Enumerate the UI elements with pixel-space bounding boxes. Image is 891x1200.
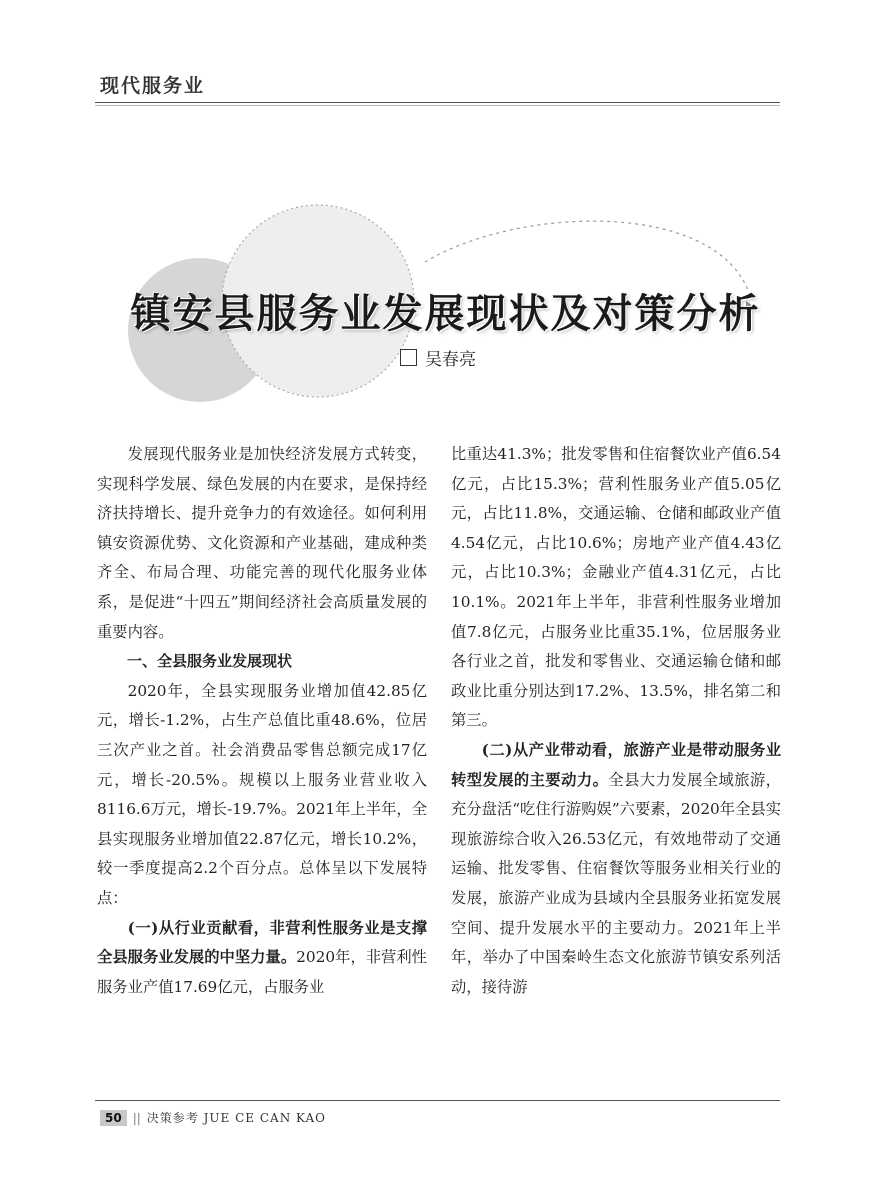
continued-paragraph: 比重达41.3%；批发零售和住宿餐饮业产值6.54亿元，占比15.3%；营利性服务业产值5.05亿元，占比11.8%，交通运输、仓储和邮政业产值4.54亿元，占比10.6%；房地产业产值4.43亿元，占比10.3%；金融业产值4.31亿元，占比10.1%。2021年上半年，非营利性服务业增加值7.8亿元，占服务业比重35.1%，位居服务业各行业之首，批发和零售业、交通运输仓储和邮政业比重分别达到17.2%、13.5%，排名第二和第三。 bbox=[451, 445, 781, 730]
author-box-icon bbox=[400, 349, 417, 366]
author-line bbox=[400, 345, 476, 370]
journal-name: 决策参考 JUE CE CAN KAO bbox=[146, 1111, 327, 1125]
article-title: 镇安县服务业发展现状及对策分析 bbox=[130, 291, 761, 337]
feature-text-2: 全县大力发展全域旅游，充分盘活“吃住行游购娱”六要素，2020年全县实现旅游综合收入26.53亿元，有效地带动了交通运输、批发零售、住宿餐饮等服务业相关行业的发展，旅游产业成为县域内全县服务业拓宽发展空间、提升发展水平的主要动力。2021年上半年，举办了中国秦岭生态文化旅游节镇安系列活动，接待游 bbox=[451, 770, 781, 996]
author-name: 吴春亮 bbox=[425, 350, 476, 370]
feature-text-1: 2020年，非营利性服务业产值17.69亿元，占服务业 bbox=[97, 948, 427, 996]
intro-paragraph: 发展现代服务业是加快经济发展方式转变，实现科学发展、绿色发展的内在要求，是保持经济扶持增长、提升竞争力的有效途径。如何利用镇安资源优势、文化资源和产业基础，建成种类齐全、布局合理、功能完善的现代化服务业体系，是促进“十四五”期间经济社会高质量发展的重要内容。 bbox=[97, 445, 427, 641]
feature-heading-2: (二)从产业带动看，旅游产业是带动服务业转型发展的主要动力。 bbox=[451, 740, 781, 789]
status-paragraph: 2020年，全县实现服务业增加值42.85亿元，增长-1.2%，占生产总值比重48.6%，位居三次产业之首。社会消费品零售总额完成17亿元，增长-20.5%。规模以上服务业营业收入8116.6万元，增长-19.7%。2021年上半年，全县实现服务业增加值22.87亿元，增长10.2%，较一季度提高2.2个百分点。总体呈以下发展特点： bbox=[97, 681, 427, 907]
footer-rule bbox=[95, 1100, 780, 1101]
left-column bbox=[97, 440, 427, 1002]
section-heading: 一、全县服务业发展现状 bbox=[127, 652, 293, 671]
feature-paragraph-1 bbox=[97, 914, 427, 1003]
footer bbox=[100, 1109, 326, 1126]
feature-heading-1: (一)从行业贡献看，非营利性服务业是支撑全县服务业发展的中坚力量。 bbox=[97, 918, 427, 967]
footer-divider-icon: || bbox=[132, 1110, 141, 1125]
right-column bbox=[451, 440, 781, 1002]
feature-paragraph-2 bbox=[451, 736, 781, 1002]
section-label: 现代服务业 bbox=[100, 75, 206, 97]
page-number: 50 bbox=[100, 1110, 127, 1126]
